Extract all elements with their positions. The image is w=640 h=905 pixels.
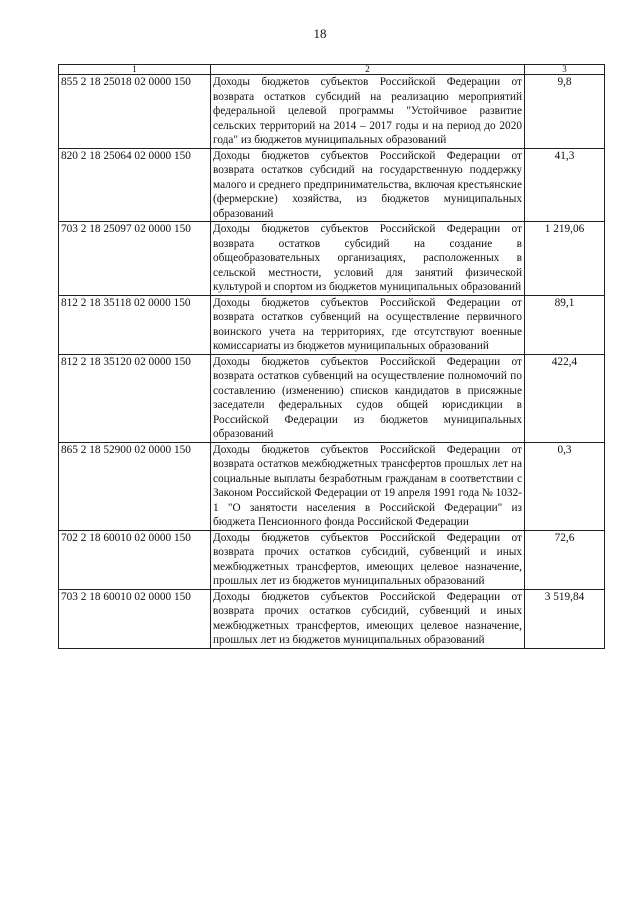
row-description: Доходы бюджетов субъектов Российской Федерации от возврата остатков субсидий на создание в общеобразовательных организациях, расположенных в сельской местности, условий для занятий физической культурой и спортом из бюджетов муниципальных образований [211, 222, 525, 296]
column-header-amount: 3 [525, 65, 605, 75]
row-description: Доходы бюджетов субъектов Российской Федерации от возврата остатков межбюджетных трансфертов прошлых лет на социальные выплаты безработным гражданам в соответствии с Законом Российской Федерации от 19 апреля 1991 года № 1032-1 "О занятости населения в Российской Федерации" из бюджета Пенсионного фонда Российской Федерации [211, 442, 525, 530]
table-row [59, 75, 605, 149]
row-description: Доходы бюджетов субъектов Российской Федерации от возврата прочих остатков субсидий, субвенций и иных межбюджетных трансфертов, имеющих целевое назначение, прошлых лет из бюджетов муниципальных образований [211, 530, 525, 589]
row-amount: 1 219,06 [525, 222, 605, 296]
row-amount: 89,1 [525, 295, 605, 354]
column-header-code: 1 [59, 65, 211, 75]
row-description: Доходы бюджетов субъектов Российской Федерации от возврата остатков субсидий на государственную поддержку малого и среднего предпринимательства, включая крестьянские (фермерские) хозяйства, из бюджетов муниципальных образований [211, 148, 525, 222]
row-code: 812 2 18 35120 02 0000 150 [59, 354, 211, 442]
row-code: 703 2 18 25097 02 0000 150 [59, 222, 211, 296]
table-row [59, 222, 605, 296]
row-code: 820 2 18 25064 02 0000 150 [59, 148, 211, 222]
row-code: 865 2 18 52900 02 0000 150 [59, 442, 211, 530]
row-amount: 3 519,84 [525, 589, 605, 648]
row-amount: 0,3 [525, 442, 605, 530]
row-description: Доходы бюджетов субъектов Российской Федерации от возврата остатков субвенций на осуществление первичного воинского учета на территориях, где отсутствуют военные комиссариаты из бюджетов муниципальных образований [211, 295, 525, 354]
row-description: Доходы бюджетов субъектов Российской Федерации от возврата прочих остатков субсидий, субвенций и иных межбюджетных трансфертов, имеющих целевое назначение, прошлых лет из бюджетов муниципальных образований [211, 589, 525, 648]
table-row [59, 442, 605, 530]
table-row [59, 530, 605, 589]
table-header-row [59, 65, 605, 75]
budget-revenue-table [58, 64, 605, 649]
row-code: 855 2 18 25018 02 0000 150 [59, 75, 211, 149]
page-number: 18 [313, 26, 327, 41]
column-header-description: 2 [211, 65, 525, 75]
table-row [59, 295, 605, 354]
row-code: 702 2 18 60010 02 0000 150 [59, 530, 211, 589]
row-amount: 72,6 [525, 530, 605, 589]
table-row [59, 589, 605, 648]
table-row [59, 354, 605, 442]
row-amount: 41,3 [525, 148, 605, 222]
row-amount: 9,8 [525, 75, 605, 149]
row-description: Доходы бюджетов субъектов Российской Федерации от возврата остатков субсидий на реализацию мероприятий федеральной целевой программы "Устойчивое развитие сельских территорий на 2014 – 2017 годы и на период до 2020 года" из бюджетов муниципальных образований [211, 75, 525, 149]
row-code: 703 2 18 60010 02 0000 150 [59, 589, 211, 648]
table-row [59, 148, 605, 222]
row-code: 812 2 18 35118 02 0000 150 [59, 295, 211, 354]
row-description: Доходы бюджетов субъектов Российской Федерации от возврата остатков субвенций на осуществление полномочий по составлению (изменению) списков кандидатов в присяжные заседатели федеральных судов общей юрисдикции в Российской Федерации из бюджетов муниципальных образований [211, 354, 525, 442]
row-amount: 422,4 [525, 354, 605, 442]
